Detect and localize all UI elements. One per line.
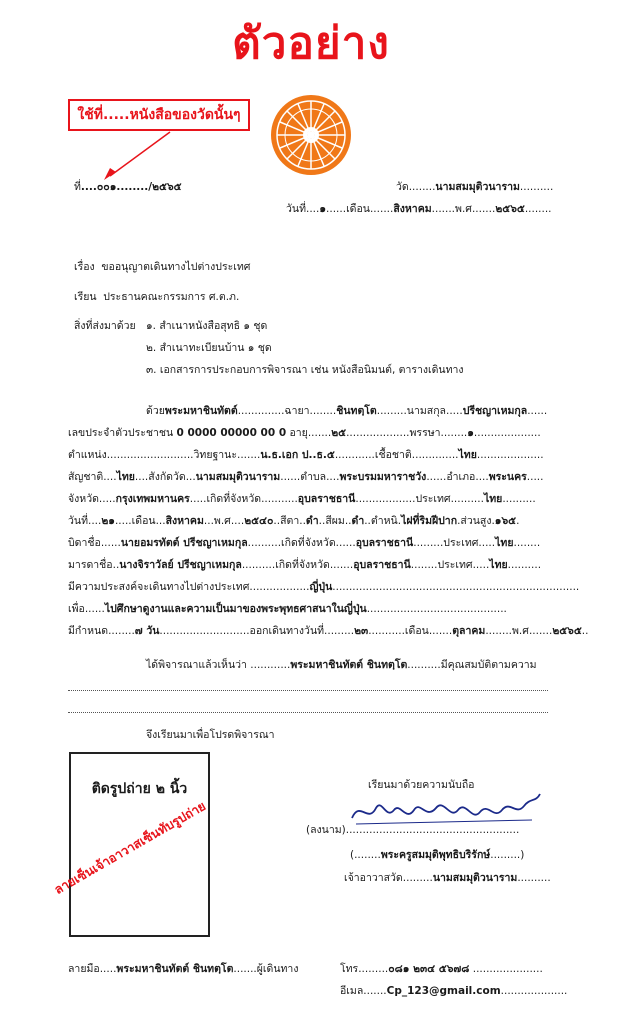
enclosure-item: ๓. เอกสารการประกอบการพิจารณา เช่น หนังสือนิมนต์, ตารางเดินทาง [146, 364, 464, 376]
body-line-11: มีกำหนด........๗ วัน...........................ออกเดินทางวันที่.........๒๓...........เดือน.......ตุลาคม........พ.ศ.......๒๕๖๕.. [68, 625, 589, 637]
traveler-signature: ลายมือ.....พระมหาชินทัตต์ ชินทตฺโต.......ผู้เดินทาง [68, 963, 299, 975]
recipient-line: เรียน ประธานคณะกรรมการ ศ.ต.ภ. [74, 291, 240, 303]
blank-line [68, 690, 548, 691]
body-line-6: วันที่....๒๑.....เดือน...สิงหาคม...พ.ศ....๒๕๔๐..สีตา..ดำ..สีผม..ดำ..ตำหนิ.ไฝที่ริมฝีปาก.ส่วนสูง.๑๖๕. [68, 515, 520, 527]
closing-line: จึงเรียนมาเพื่อโปรดพิจารณา [146, 729, 275, 741]
temple-header: วัด........นามสมมุติวนาราม.......... [396, 181, 554, 193]
dharma-wheel-emblem [268, 92, 354, 178]
signature-label: (ลงนาม).................................................... [306, 824, 520, 836]
callout-arrow [100, 128, 180, 184]
email-line: อีเมล.......Cp_123@gmail.com.................... [340, 985, 568, 997]
photo-title: ติดรูปถ่าย ๒ นิ้ว [91, 781, 188, 797]
enclosure-item: ๑. สำเนาหนังสือสุทธิ ๑ ชุด [146, 320, 268, 332]
body-line-5: จังหวัด.....กรุงเทพมหานคร.....เกิดที่จังหวัด...........อุบลราชธานี..................ประเทศ..........ไทย.......... [68, 493, 536, 505]
enclosures-label: สิ่งที่ส่งมาด้วย [74, 320, 136, 332]
letter-date: วันที่....๑......เดือน.......สิงหาคม.......พ.ศ.......๒๕๖๕........ [286, 203, 552, 215]
body-line-3: ตำแหน่ง..........................วิทยฐานะ.......น.ธ.เอก ป..ธ.๕............เชื้อชาติ..............ไทย.................... [68, 449, 544, 461]
blank-line [68, 712, 548, 713]
subject-line: เรื่อง ขออนุญาตเดินทางไปต่างประเทศ [74, 261, 251, 273]
signer-name: (........พระครูสมมุติพุทธิบริรักษ์.........) [350, 849, 525, 861]
body-line-4: สัญชาติ....ไทย....สังกัดวัด...นามสมมุติวนาราม......ตำบล....พระบรมมหาราชวัง......อำเภอ....พระนคร..... [68, 471, 544, 483]
sample-heading: ตัวอย่าง [232, 18, 390, 69]
body-line-9: มีความประสงค์จะเดินทางไปต่างประเทศ..................ญี่ปุ่น.......................................................................... [68, 581, 580, 593]
abbot-signature-note: ลายเซ็นเจ้าอาวาสเซ็นทับรูปถ่าย [51, 798, 209, 898]
regards-text: เรียนมาด้วยความนับถือ [368, 779, 475, 791]
usage-callout: ใช้ที่.....หนังสือของวัดนั้นๆ [68, 99, 250, 131]
consideration-line: ได้พิจารณาแล้วเห็นว่า ............พระมหาชินทัตต์ ชินทตฺโต..........มีคุณสมบัติตามความ [146, 659, 537, 671]
reference-number: ที่....๐๐๑......../๒๕๖๕ [74, 181, 182, 193]
body-line-1: ด้วยพระมหาชินทัตต์..............ฉายา........ชินทตฺโต.........นามสกุล.....ปรีชญาเหมกุล...... [146, 405, 548, 417]
body-line-8: มารดาชื่อ..นางจิราวัลย์ ปรีชญาเหมกุล..........เกิดที่จังหวัด.......อุบลราชธานี........ประเทศ.....ไทย.......... [68, 559, 542, 571]
body-line-7: บิดาชื่อ......นายอมรทัตต์ ปรีชญาเหมกุล..........เกิดที่จังหวัด......อุบลราชธานี.........ประเทศ.....ไทย........ [68, 537, 541, 549]
phone-line: โทร.........๐๘๑ ๒๓๔ ๕๖๗๘ ..................... [340, 963, 543, 975]
body-line-2: เลขประจำตัวประชาชน 0 0000 00000 00 0 อายุ.......๒๕...................พรรษา........๑.................... [68, 427, 541, 439]
body-line-10: เพื่อ......ไปศึกษาดูงานและความเป็นมาของพระพุทธศาสนาในญี่ปุ่น.......................................... [68, 603, 507, 615]
signer-title: เจ้าอาวาสวัด.........นามสมมุติวนาราม.......... [344, 872, 551, 884]
enclosure-item: ๒. สำเนาทะเบียนบ้าน ๑ ชุด [146, 342, 272, 354]
